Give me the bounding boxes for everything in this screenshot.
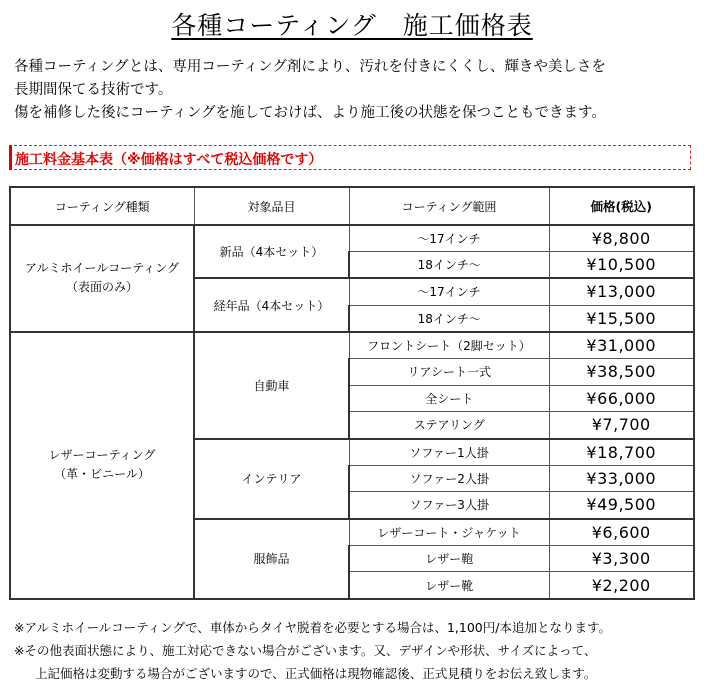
category-name: レザーコーティング: [48, 448, 156, 463]
price-cell: ¥66,000: [549, 385, 694, 412]
range-cell: レザー靴: [349, 572, 549, 599]
range-cell: ステアリング: [349, 412, 549, 439]
category-cell: [10, 332, 194, 599]
table-header-row: [10, 187, 694, 225]
price-cell: ¥3,300: [549, 545, 694, 572]
table-row: [10, 332, 694, 359]
range-cell: フロントシート（2脚セット）: [349, 332, 549, 359]
intro-line: 長期間保てる技術です。: [14, 82, 173, 98]
intro-line: 傷を補修した後にコーティングを施しておけば、より施工後の状態を保つこともできます。: [14, 105, 606, 121]
price-cell: ¥10,500: [549, 252, 694, 279]
footnote: 上記価格は変動する場合がございますので、正式価格は現物確認後、正式見積りをお伝え致します。: [35, 666, 597, 681]
item-cell: 新品（4本セット）: [194, 225, 349, 278]
footnote: ※その他表面状態により、施工対応できない場合がございます。又、デザインや形状、サイズによって、: [14, 643, 597, 658]
range-cell: レザーコート・ジャケット: [349, 519, 549, 546]
section-title: 施工料金基本表（※価格はすべて税込価格です）: [15, 152, 323, 168]
item-cell: 服飾品: [194, 519, 349, 599]
range-cell: 18インチ～: [349, 305, 549, 332]
price-cell: ¥13,000: [549, 278, 694, 305]
intro-line: 各種コーティングとは、専用コーティング剤により、汚れを付きにくくし、輝きや美しさを: [14, 59, 606, 75]
footnote: ※アルミホイールコーティングで、車体からタイヤ脱着を必要とする場合は、1,100円/本追加となります。: [14, 620, 611, 635]
range-cell: 全シート: [349, 385, 549, 412]
item-cell: インテリア: [194, 439, 349, 519]
price-cell: ¥38,500: [549, 358, 694, 385]
price-cell: ¥33,000: [549, 465, 694, 492]
price-cell: ¥8,800: [549, 225, 694, 252]
header-price: 価格(税込): [549, 187, 694, 225]
range-cell: レザー鞄: [349, 545, 549, 572]
category-subname: （表面のみ）: [65, 280, 138, 295]
item-cell: 自動車: [194, 332, 349, 439]
range-cell: ソファー1人掛: [349, 439, 549, 466]
price-table: [9, 186, 695, 600]
item-cell: 経年品（4本セット）: [194, 278, 349, 331]
footnotes: [14, 616, 611, 685]
price-cell: ¥2,200: [549, 572, 694, 599]
range-cell: ソファー2人掛: [349, 465, 549, 492]
price-cell: ¥15,500: [549, 305, 694, 332]
header-coating-type: コーティング種類: [10, 187, 194, 225]
intro-text: [14, 56, 606, 125]
page-title: 各種コーティング 施工価格表: [171, 11, 533, 40]
header-coating-range: コーティング範囲: [349, 187, 549, 225]
price-cell: ¥18,700: [549, 439, 694, 466]
price-cell: ¥6,600: [549, 519, 694, 546]
range-cell: ～17インチ: [349, 225, 549, 252]
category-name: アルミホイールコーティング: [24, 261, 180, 276]
range-cell: リアシート一式: [349, 358, 549, 385]
price-cell: ¥31,000: [549, 332, 694, 359]
range-cell: ソファー3人掛: [349, 492, 549, 519]
price-cell: ¥49,500: [549, 492, 694, 519]
range-cell: 18インチ～: [349, 252, 549, 279]
header-target-item: 対象品目: [194, 187, 349, 225]
range-cell: ～17インチ: [349, 278, 549, 305]
category-subname: （革・ビニール）: [54, 467, 150, 482]
table-row: [10, 225, 694, 252]
category-cell: [10, 225, 194, 332]
price-cell: ¥7,700: [549, 412, 694, 439]
